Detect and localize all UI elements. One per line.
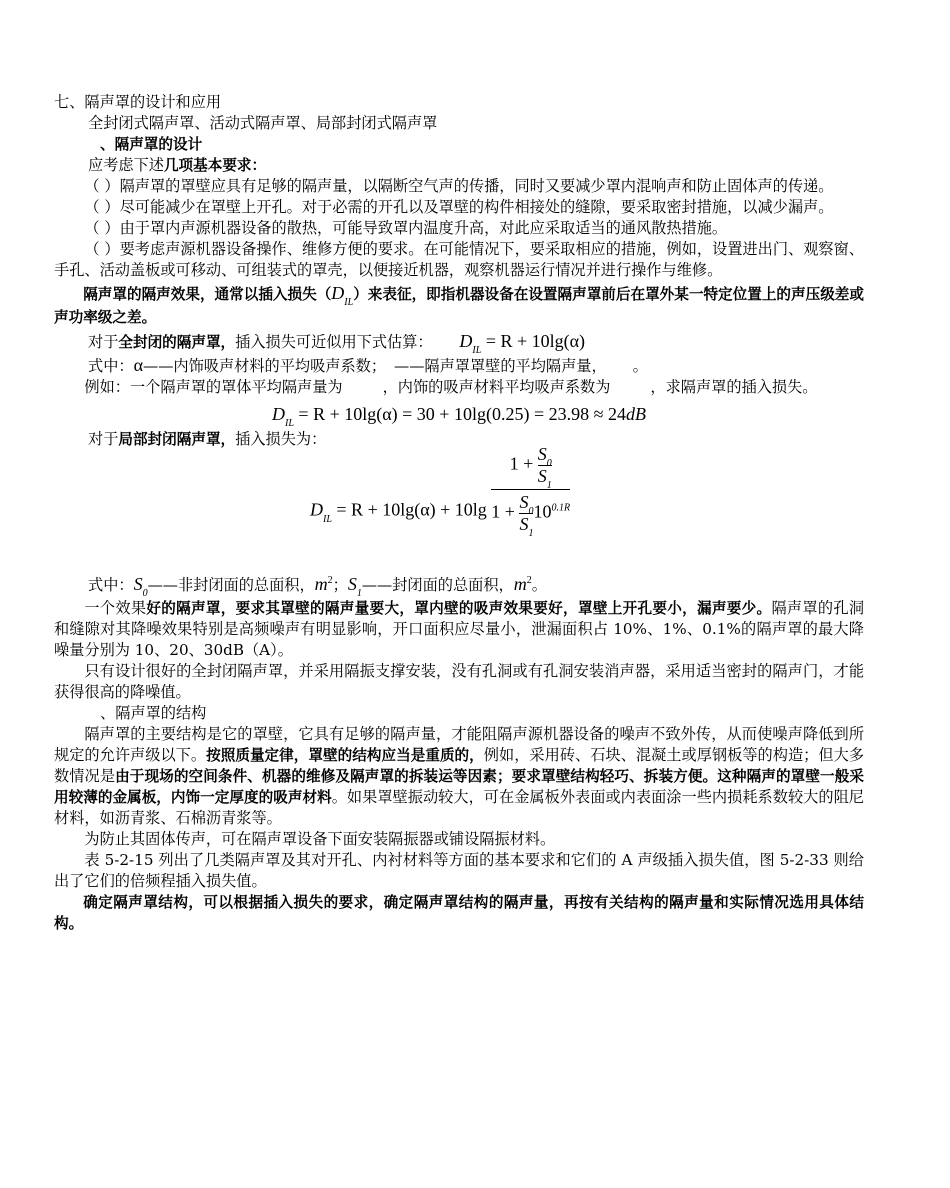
requirement-1: （ ）隔声罩的罩壁应具有足够的隔声量，以隔断空气声的传播，同时又要减少罩内混响声和防止固体声的传递。 bbox=[84, 177, 834, 195]
partial-enclosure-line: 对于局部封闭隔声罩，插入损失为： bbox=[88, 430, 327, 448]
alpha-symbol: α bbox=[133, 355, 143, 375]
il-symbol: $D_{IL}$ bbox=[331, 283, 354, 308]
requirements-intro bbox=[54, 155, 864, 176]
full-enclosure-line: 对于全封闭的隔声罩，插入损失可近似用下式估算： $D_{IL} = R + 10\lg(\alpha)$ bbox=[88, 331, 586, 356]
full-enclosure-paragraph: 只有设计很好的全封闭隔声罩，并采用隔振支撑安装，没有孔洞或有孔洞安装消声器，采用适当密封的隔声门，才能获得很高的降噪值。 bbox=[54, 662, 864, 701]
subsection-title-structure: 、隔声罩的结构 bbox=[100, 704, 207, 722]
partial-enclosure-bold: 局部封闭隔声罩， bbox=[118, 431, 236, 448]
requirement-3: （ ）由于罩内声源机器设备的散热，可能导致罩内温度升高，对此应采取适当的通风散热措施。 bbox=[84, 219, 728, 237]
formula-full-enclosure: $D_{IL} = R + 10\lg(\alpha)$ bbox=[459, 331, 586, 356]
structure-paragraph: 隔声罩的主要结构是它的罩壁，它具有足够的隔声量，才能阻隔声源机器设备的噪声不致外传，从而使噪声降低到所规定的允许声级以下。按照质量定律，罩壁的结构应当是重质的，例如，采用砖、石块、混凝土或厚钢板等的构造；但大多数情况是由于现场的空间条件、机器的维修及隔声罩的拆装运等因素；要求罩壁结构轻巧、拆装方便。这种隔声的罩壁一般采用较薄的金属板，内饰一定厚度的吸声材料。如果罩壁振动较大，可在金属板外表面或内表面涂一些内损耗系数较大的阻尼材料，如沥青浆、石棉沥青浆等。 bbox=[54, 725, 865, 827]
subsection-title-design: 、隔声罩的设计 bbox=[100, 136, 203, 153]
types-line: 全封闭式隔声罩、活动式隔声罩、局部封闭式隔声罩 bbox=[88, 114, 438, 132]
formula-fraction: 1 + $\frac{S_0}{S_1}$ 1 + $\frac{S_0}{S_1}$ $10^{0.1R}$ bbox=[491, 444, 571, 539]
vibration-isolation-paragraph: 为防止其固体传声，可在隔声罩设备下面安装隔振器或铺设隔振材料。 bbox=[84, 830, 556, 848]
where-clause-2: 式中：$S_0——$非封闭面的总面积，$m^2$；$S_1——$封闭面的总面积，$m^2$。 bbox=[88, 574, 547, 599]
section-heading: 七、隔声罩的设计和应用 bbox=[54, 93, 222, 111]
il-text-b: ）来表征，即指机器设备在设置隔声罩前后在罩外某一特定位置上的声压级差或声功率级之差。 bbox=[54, 286, 864, 326]
good-enclosure-paragraph: 一个效果好的隔声罩，要求其罩壁的隔声量要大，罩内壁的吸声效果要好，罩壁上开孔要小，漏声要少。隔声罩的孔洞和缝隙对其降噪效果特别是高频噪声有明显影响，开口面积应尽量小，泄漏面积占 10%、1%、0.1%的隔声罩的最大降噪量分别为 10、20、30dB（A）。 bbox=[54, 599, 865, 659]
example-paragraph: 例如：一个隔声罩的罩体平均隔声量为 ，内饰的吸声材料平均吸声系数为 ，求隔声罩的插入损失。 bbox=[84, 378, 818, 396]
table-reference-paragraph: 表 5-2-15 列出了几类隔声罩及其对开孔、内衬材料等方面的基本要求和它们的 A 声级插入损失值，图 5-2-33 则给出了它们的倍频程插入损失值。 bbox=[54, 851, 864, 890]
insertion-loss-paragraph bbox=[54, 283, 864, 328]
requirements-intro-text: 应考虑下述 bbox=[88, 156, 164, 174]
requirements-intro-bold: 几项基本要求： bbox=[163, 157, 267, 174]
formula-partial-enclosure: $D_{IL} = R + 10\lg(\alpha) + 10\lg$ 1 + $\frac{S_0}{S_1}$ 1 + $\frac{S_0}{S_1}$ $10^{0.1R}$ bbox=[310, 444, 571, 539]
full-enclosure-bold: 全封闭的隔声罩， bbox=[118, 334, 236, 351]
formula-example: $D_{IL} = R + 10\lg(\alpha) = 30 + 10\lg(0.25) = 23.98 \approx 24dB$ bbox=[272, 404, 646, 429]
il-text-a: 隔声罩的隔声效果，通常以插入损失（ bbox=[83, 286, 332, 303]
requirement-4: （ ）要考虑声源机器设备操作、维修方便的要求。在可能情况下，要采取相应的措施，例如，设置进出门、观察窗、手孔、活动盖板或可移动、可组装式的罩壳，以便接近机器，观察机器运行情况并进行操作与维修。 bbox=[54, 240, 864, 279]
requirement-2: （ ）尽可能减少在罩壁上开孔。对于必需的开孔以及罩壁的构件相接处的缝隙，要采取密封措施，以减少漏声。 bbox=[84, 198, 834, 216]
document-page bbox=[54, 92, 864, 934]
where-clause-1: 式中：α——内饰吸声材料的平均吸声系数； ——隔声罩罩壁的平均隔声量， 。 bbox=[88, 355, 648, 375]
determine-structure-paragraph: 确定隔声罩结构，可以根据插入损失的要求，确定隔声罩结构的隔声量，再按有关结构的隔声量和实际情况选用具体结构。 bbox=[54, 894, 864, 932]
